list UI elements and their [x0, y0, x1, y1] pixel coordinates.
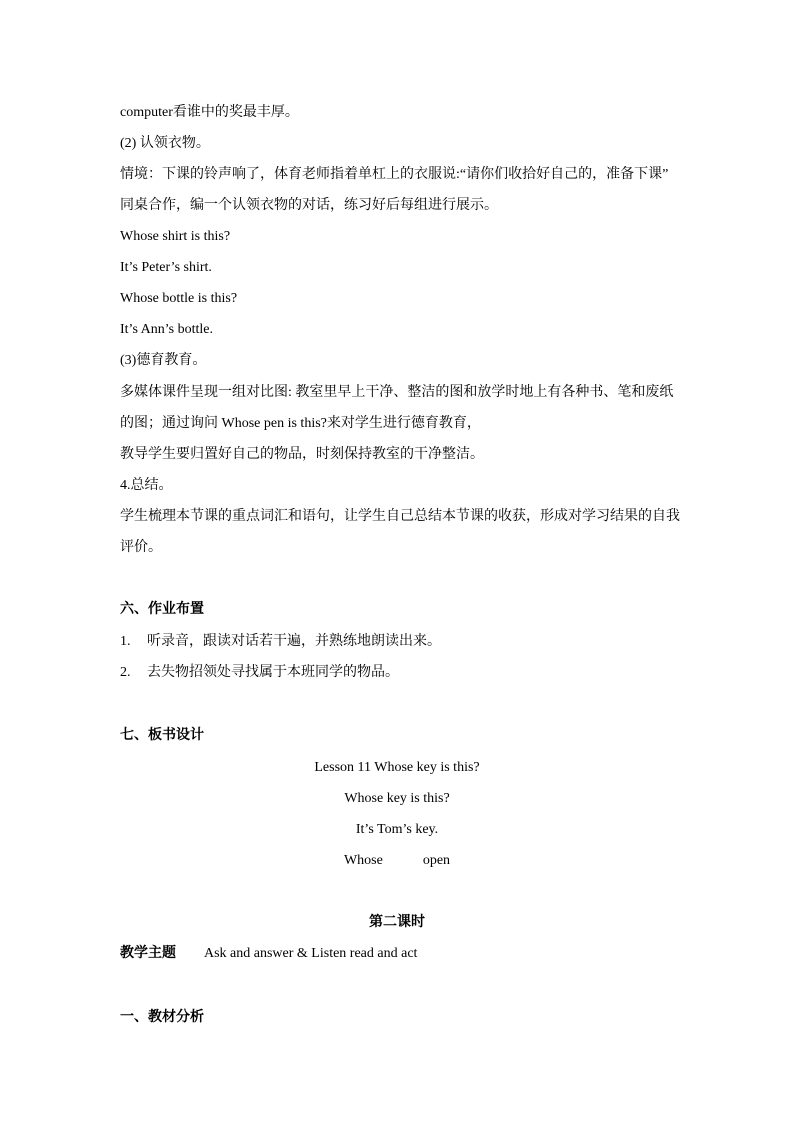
board-line: It’s Tom’s key. — [355, 822, 439, 837]
dialogue-line: Whose bottle is this? — [120, 291, 238, 306]
lesson-title: 第二课时 — [369, 915, 425, 930]
board-line: Whose key is this? — [344, 791, 450, 806]
section-heading: 一、教材分析 — [120, 1010, 204, 1025]
dialogue-line: It’s Ann’s bottle. — [120, 322, 213, 337]
paragraph: computer看谁中的奖最丰厚。 — [120, 105, 299, 120]
board-word: Whose — [343, 853, 383, 868]
list-number: 1. — [120, 634, 131, 649]
board-heading: 七、板书设计 — [120, 728, 204, 743]
homework-heading: 六、作业布置 — [120, 602, 204, 617]
list-text: 听录音，跟读对话若干遍，并熟练地朗读出来。 — [147, 634, 441, 649]
topic-value: Ask and answer & Listen read and act — [204, 946, 418, 961]
topic-label: 教学主题 — [120, 946, 176, 961]
paragraph: 情境：下课的铃声响了，体育老师指着单杠上的衣服说:“请你们收拾好自己的，准备下课” — [120, 167, 669, 182]
board-words — [0, 851, 794, 871]
paragraph: 教导学生要归置好自己的物品，时刻保持教室的干净整洁。 — [120, 447, 484, 462]
paragraph: (3)德育教育。 — [120, 353, 207, 368]
paragraph: 学生梳理本节课的重点词汇和语句，让学生自己总结本节课的收获，形成对学习结果的自我 — [120, 509, 680, 524]
paragraph: 多媒体课件呈现一组对比图: 教室里早上干净、整洁的图和放学时地上有各种书、笔和废纸 — [120, 385, 674, 400]
list-text: 去失物招领处寻找属于本班同学的物品。 — [147, 665, 399, 680]
homework-item — [120, 632, 441, 652]
paragraph: (2) 认领衣物。 — [120, 136, 210, 151]
dialogue-line: It’s Peter’s shirt. — [120, 260, 212, 275]
homework-item — [120, 663, 399, 683]
topic-row — [120, 944, 417, 964]
board-word: open — [422, 853, 451, 868]
paragraph: 4.总结。 — [120, 478, 173, 493]
paragraph: 的图；通过询问 Whose pen is this?来对学生进行德育教育， — [120, 416, 481, 431]
dialogue-line: Whose shirt is this? — [120, 229, 231, 244]
list-number: 2. — [120, 665, 131, 680]
paragraph: 同桌合作，编一个认领衣物的对话，练习好后每组进行展示。 — [120, 198, 498, 213]
paragraph: 评价。 — [120, 540, 162, 555]
board-line: Lesson 11 Whose key is this? — [314, 760, 480, 775]
